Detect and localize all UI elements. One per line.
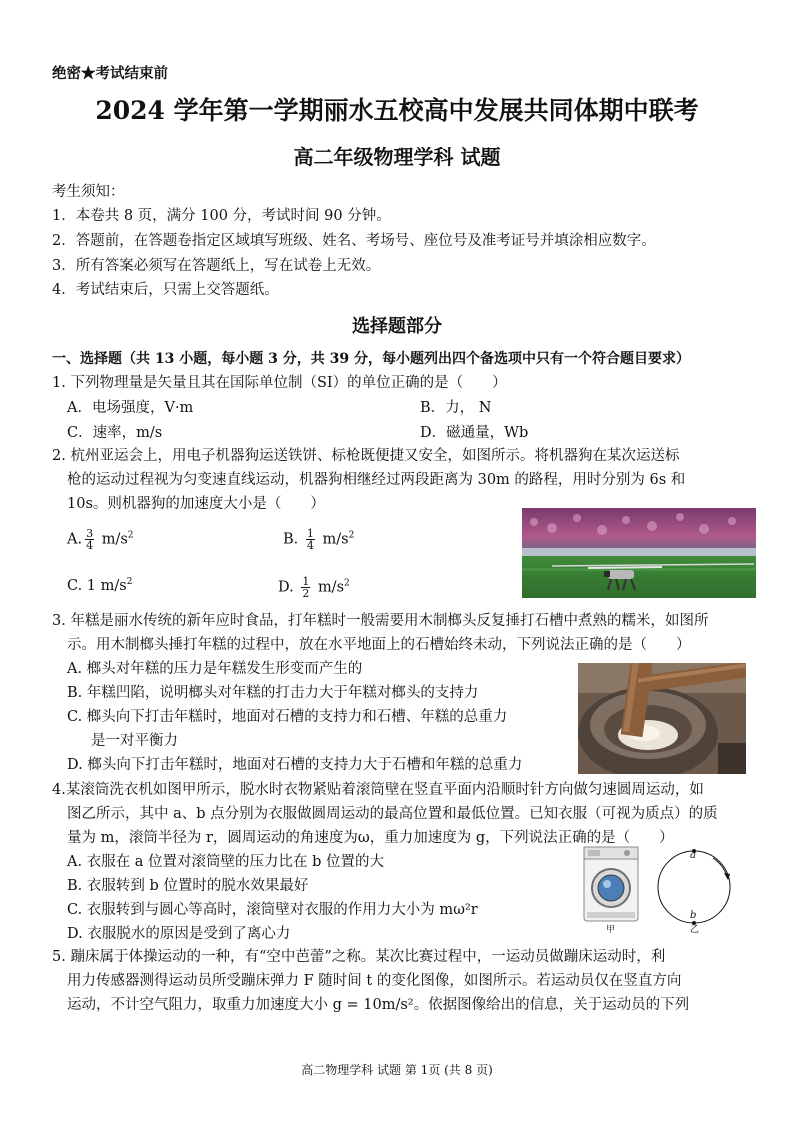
q3-option-c-cont: 是一对平衡力 (91, 733, 178, 749)
q5-line2: 用力传感器测得运动员所受蹦床弹力 F 随时间 t 的变化图像，如图所示。若运动员仅在竖直方向 (67, 973, 682, 989)
q2-option-c: C. 1 $m/s^2$ (67, 577, 133, 594)
q4-option-a: A. 衣服在 a 位置对滚筒壁的压力比在 b 位置的大 (67, 854, 385, 870)
figure-label-yi: 乙 (690, 925, 700, 935)
q3-line2: 示。用木制榔头捶打年糕的过程中，放在水平地面上的石槽始终未动，下列说法正确的是（ ） (67, 637, 691, 653)
section-heading: 一、选择题（共 13 小题，每小题 3 分，共 39 分，每小题列出四个备选项中只有一个符合题目要求） (52, 351, 690, 367)
robot-dog-photo (522, 508, 756, 598)
washing-machine-figure (583, 846, 639, 922)
q3-option-d: D. 榔头向下打击年糕时，地面对石槽的支持力大于石槽和年糕的总重力 (67, 757, 523, 773)
q2-option-d: D. $\frac{1}{2}$ $m/s^2$ (278, 575, 350, 600)
q1-option-a: A．电场强度，V·m (67, 400, 194, 416)
q3-option-b: B. 年糕凹陷，说明榔头对年糕的打击力大于年糕对榔头的支持力 (67, 685, 479, 701)
page-footer: 高二物理学科 试题 第 1页 (共 8 页) (301, 1063, 493, 1077)
figure-label-jia: 甲 (606, 925, 616, 935)
q2-option-a: A. $\frac{3}{4}$ $m/s^2$ (67, 527, 134, 552)
q4-option-c: C. 衣服转到与圆心等高时，滚筒壁对衣服的作用力大小为 mω²r (67, 902, 478, 918)
q2-line2: 枪的运动过程视为匀变速直线运动，机器狗相继经过两段距离为 30m 的路程，用时分别为 6s 和 (67, 472, 686, 488)
q4-line2: 图乙所示，其中 a、b 点分别为衣服做圆周运动的最高位置和最低位置。已知衣服（可视为质点）的质 (67, 806, 718, 822)
confidential-mark: 绝密★考试结束前 (52, 65, 168, 82)
q5-line1: 5. 蹦床属于体操运动的一种，有“空中芭蕾”之称。某次比赛过程中，一运动员做蹦床运动时，利 (52, 949, 666, 965)
notice-item: 2．答题前，在答题卷指定区域填写班级、姓名、考场号、座位号及准考证号并填涂相应数字。 (52, 233, 656, 249)
q5-line3: 运动，不计空气阻力，取重力加速度大小 g = 10m/s²。依据图像给出的信息，关于运动员的下列 (67, 997, 690, 1013)
q1-stem: 1. 下列物理量是矢量且其在国际单位制（SI）的单位正确的是（ ） (52, 375, 507, 391)
notice-item: 4．考试结束后，只需上交答题纸。 (52, 282, 279, 298)
q1-option-d: D．磁通量，Wb (420, 425, 529, 441)
q2-line1: 2. 杭州亚运会上，用电子机器狗运送铁饼、标枪既便捷又安全，如图所示。将机器狗在某次运送标 (52, 448, 680, 464)
q3-line1: 3. 年糕是丽水传统的新年应时食品，打年糕时一般需要用木制榔头反复捶打石槽中煮熟的糯米，如图所 (52, 613, 709, 629)
q2-option-b: B. $\frac{1}{4}$ $m/s^2$ (283, 527, 355, 552)
q1-option-b: B．力， N (420, 400, 492, 416)
rice-cake-mortar-photo (578, 663, 746, 774)
point-a-label: a (690, 850, 696, 861)
q2-line3: 10s。则机器狗的加速度大小是（ ） (67, 496, 325, 512)
q4-option-b: B. 衣服转到 b 位置时的脱水效果最好 (67, 878, 309, 894)
q1-option-c: C．速率，m/s (67, 425, 163, 441)
point-b-label: b (690, 910, 697, 921)
notice-heading: 考生须知： (52, 184, 125, 200)
section-title: 选择题部分 (352, 316, 442, 337)
notice-item: 1．本卷共 8 页，满分 100 分，考试时间 90 分钟。 (52, 208, 391, 224)
q3-option-c: C. 榔头向下打击年糕时，地面对石槽的支持力和石槽、年糕的总重力 (67, 709, 508, 725)
notice-item: 3．所有答案必须写在答题纸上，写在试卷上无效。 (52, 258, 381, 274)
q4-option-d: D. 衣服脱水的原因是受到了离心力 (67, 926, 291, 942)
exam-title: 2024 学年第一学期丽水五校高中发展共同体期中联考 (95, 96, 699, 125)
q4-line1: 4.某滚筒洗衣机如图甲所示，脱水时衣物紧贴着滚筒壁在竖直平面内沿顺时针方向做匀速圆周运动，如 (52, 782, 704, 798)
q4-line3: 量为 m，滚筒半径为 r，圆周运动的角速度为ω，重力加速度为 g，下列说法正确的是（ ） (67, 830, 674, 846)
exam-subtitle: 高二年级物理学科 试题 (293, 145, 501, 169)
q3-option-a: A. 榔头对年糕的压力是年糕发生形变而产生的 (67, 661, 363, 677)
